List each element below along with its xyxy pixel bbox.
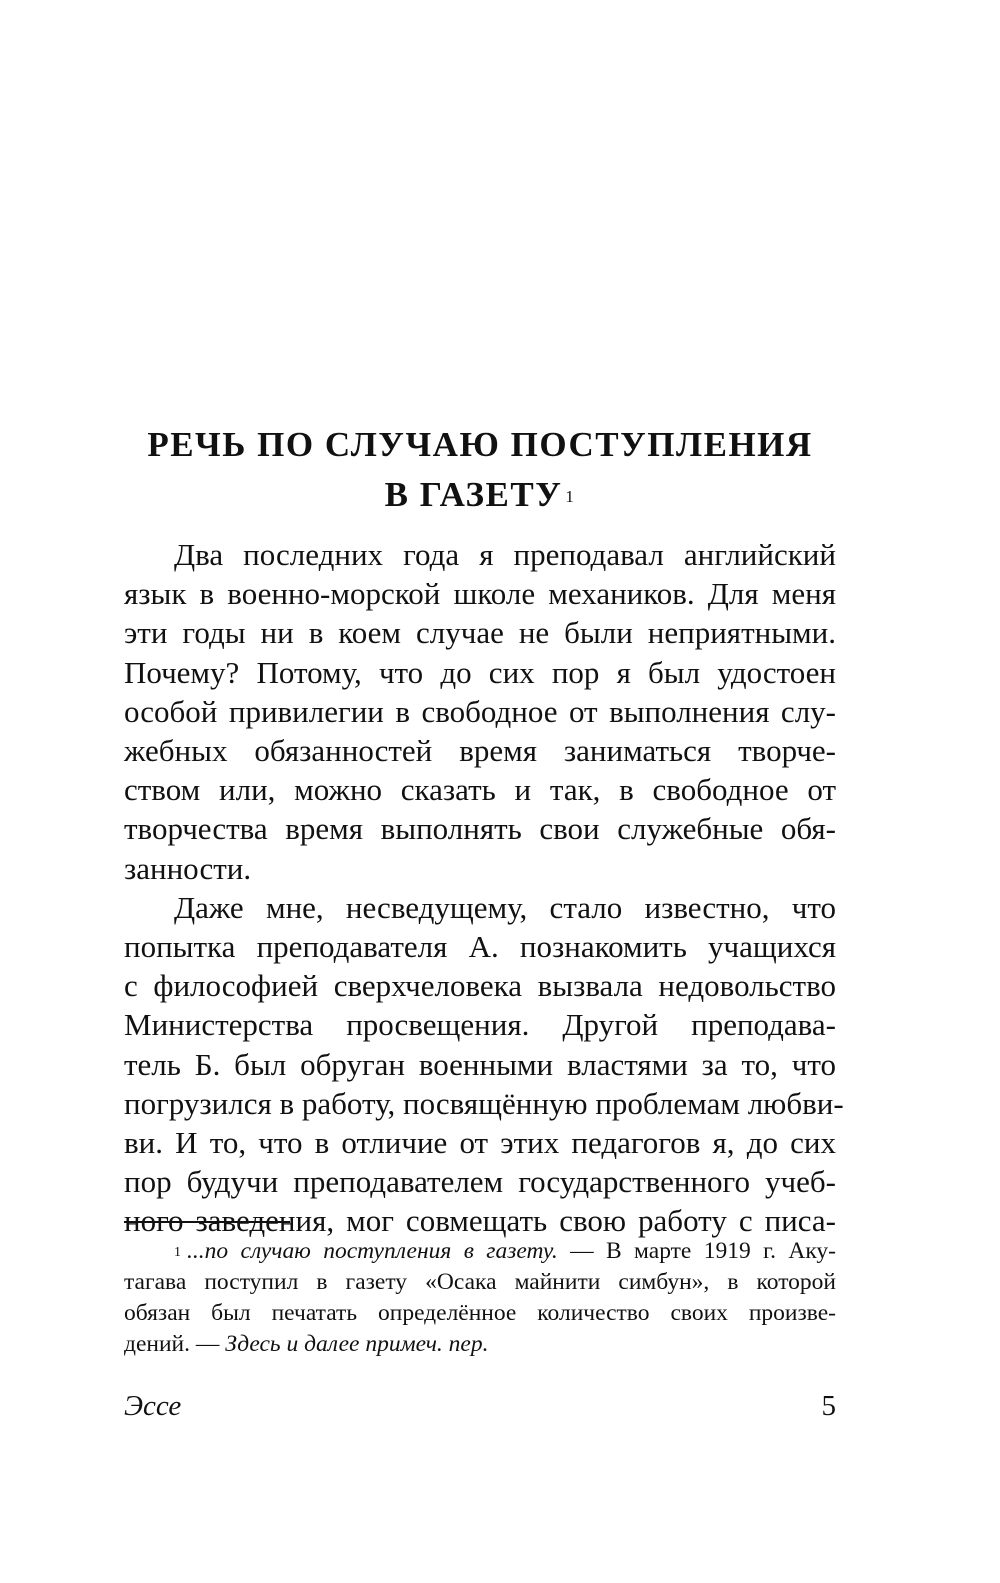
footnote-line xyxy=(124,1329,836,1360)
title-line-1: РЕЧЬ ПО СЛУЧАЮ ПОСТУПЛЕНИЯ xyxy=(147,425,813,464)
text-line: Два последних года я преподавал английский xyxy=(174,537,836,572)
text-line: Министерства просвещения. Другой преподава- xyxy=(124,1007,836,1043)
footnote-line-4-start: дений. — xyxy=(124,1331,226,1357)
text-line: тель Б. был обруган военными властями за то, что xyxy=(124,1046,836,1082)
text-line: погрузился в работу, посвящённую проблемам любви- xyxy=(124,1085,844,1121)
footnote-line: обязан был печатать определённое количество своих произве- xyxy=(124,1300,836,1326)
page-title xyxy=(124,420,836,520)
footnote-divider xyxy=(124,1221,290,1223)
text-line: ством или, можно сказать и так, в свободное от xyxy=(124,772,836,808)
footnote-line-1-rest: — В марте 1919 г. Аку- xyxy=(557,1238,836,1264)
text-line: с философией сверхчеловека вызвала недовольство xyxy=(124,968,836,1004)
title-line-2-text: В ГАЗЕТУ xyxy=(384,475,563,514)
body-text xyxy=(124,535,844,1241)
footnote-line: тагава поступил в газету «Осака майнити симбун», в которой xyxy=(124,1269,836,1295)
paragraph-2 xyxy=(124,888,844,1241)
text-line: попытка преподавателя А. познакомить учащихся xyxy=(124,929,836,965)
page-number: 5 xyxy=(821,1390,836,1422)
footnote-reference[interactable]: 1 xyxy=(565,487,576,506)
footnote-italic-lead: ...по случаю поступления в газету. xyxy=(187,1238,558,1264)
text-line: Почему? Потому, что до сих пор я был удостоен xyxy=(124,654,836,690)
text-line: творчества время выполнять свои служебные обя- xyxy=(124,811,836,847)
text-line: занности. xyxy=(124,850,252,886)
text-line: ви. И то, что в отличие от этих педагогов я, до сих xyxy=(124,1125,836,1161)
text-line: ного заведения, мог совмещать свою работу с писа- xyxy=(124,1203,836,1239)
footnote xyxy=(124,1236,836,1360)
paragraph-1 xyxy=(124,535,836,888)
text-line: язык в военно-морской школе механиков. Для меня xyxy=(124,576,836,612)
title-line-2 xyxy=(124,470,836,520)
text-line: особой привилегии в свободное от выполнения слу- xyxy=(124,693,836,729)
footnote-number: 1 xyxy=(174,1245,181,1260)
text-line: эти годы ни в коем случае не были неприятными. xyxy=(124,615,836,651)
text-line: пор будучи преподавателем государственного учеб- xyxy=(124,1164,836,1200)
text-line: Даже мне, несведущему, стало известно, что xyxy=(174,889,836,925)
text-line: жебных обязанностей время заниматься творче- xyxy=(124,733,836,769)
running-footer-section: Эссе xyxy=(124,1390,182,1422)
footnote-line xyxy=(124,1236,836,1267)
footnote-translator-note: Здесь и далее примеч. пер. xyxy=(225,1331,489,1357)
